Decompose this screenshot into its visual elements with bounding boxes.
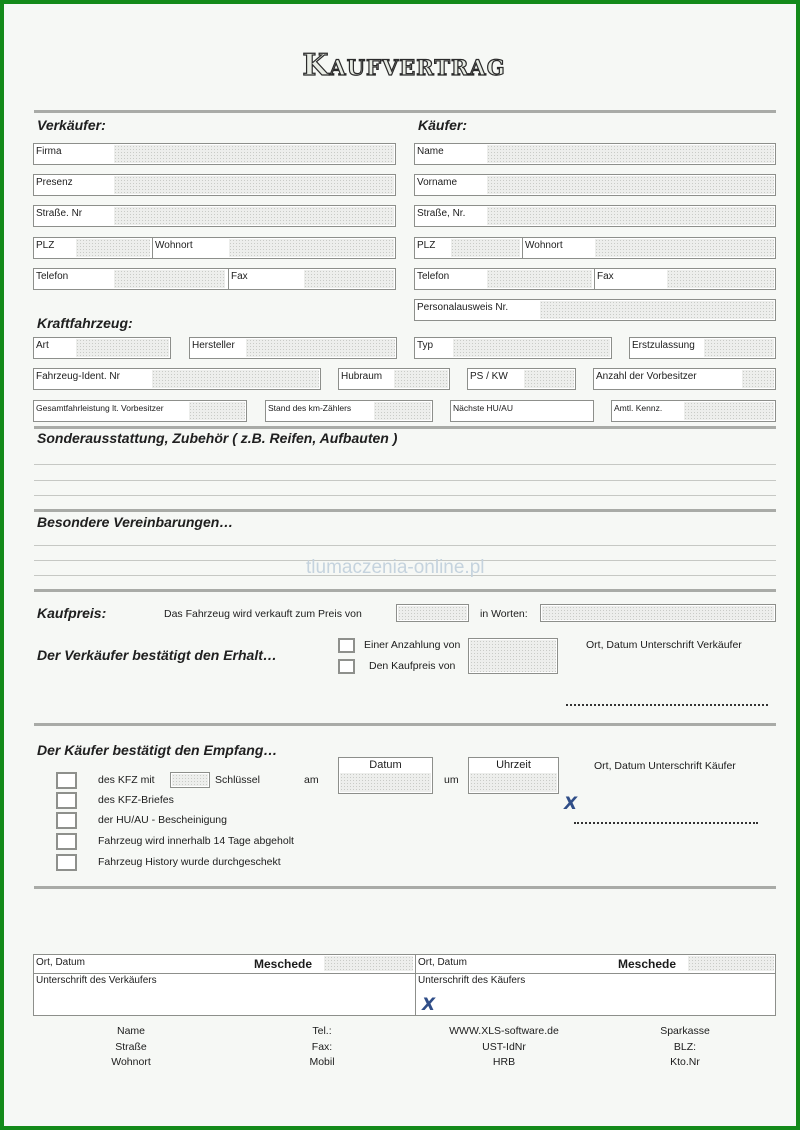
vehicle-art-field[interactable] — [33, 337, 171, 359]
date-input[interactable] — [338, 757, 433, 794]
field-label: Wohnort — [525, 240, 563, 251]
signature-x-mark: X — [422, 995, 436, 1015]
seller-plz-wohnort-field[interactable] — [33, 237, 396, 259]
buyer-name-field[interactable] — [414, 143, 776, 165]
ort-datum-label: Ort, Datum — [418, 957, 467, 968]
vehicle-mileage-field[interactable] — [33, 400, 247, 422]
extras-heading: Sonderausstattung, Zubehör ( z.B. Reifen, Aufbauten ) — [37, 430, 398, 446]
footer-col-1 — [91, 1024, 171, 1071]
field-label: Personalausweis Nr. — [417, 302, 509, 313]
footer-mobil: Mobil — [309, 1056, 335, 1068]
page-title: Kaufvertrag — [302, 48, 506, 83]
vehicle-heading: Kraftfahrzeug: — [37, 315, 133, 331]
um-label: um — [444, 774, 459, 786]
price-words-input[interactable] — [540, 604, 776, 622]
checkbox-label: der HU/AU - Bescheinigung — [98, 814, 227, 826]
footer-kto: Kto.Nr — [670, 1056, 700, 1068]
field-label: Name — [417, 146, 444, 157]
price-text: Das Fahrzeug wird verkauft zum Preis von — [164, 608, 362, 620]
city-name: Meschede — [254, 957, 313, 971]
footer-col-3 — [424, 1024, 584, 1071]
brief-checkbox[interactable] — [56, 792, 77, 809]
field-label: Hersteller — [192, 340, 235, 351]
field-label: Presenz — [36, 177, 73, 188]
vehicle-ident-field[interactable] — [33, 368, 321, 390]
buyer-id-field[interactable] — [414, 299, 776, 321]
deposit-label: Einer Anzahlung von — [364, 639, 461, 651]
price-heading: Kaufpreis: — [37, 605, 107, 621]
key-label: Schlüssel — [215, 774, 260, 786]
vehicle-typ-field[interactable] — [414, 337, 612, 359]
watermark: tlumaczenia-online.pl — [306, 557, 485, 578]
write-line[interactable] — [34, 495, 776, 496]
field-label: Typ — [417, 340, 434, 351]
field-label: PLZ — [36, 240, 55, 251]
seller-presenz-field[interactable] — [33, 174, 396, 196]
vehicle-hersteller-field[interactable] — [189, 337, 397, 359]
deposit-checkbox[interactable] — [338, 638, 355, 653]
write-line[interactable] — [34, 464, 776, 465]
divider — [34, 110, 776, 113]
write-line[interactable] — [34, 480, 776, 481]
seller-signature-caption: Unterschrift des Verkäufers — [36, 975, 157, 986]
divider — [34, 426, 776, 429]
field-label: Fax — [231, 271, 248, 282]
field-label: PS / KW — [470, 371, 508, 382]
buyer-signature-line[interactable] — [574, 822, 758, 824]
seller-street-field[interactable] — [33, 205, 396, 227]
city-name: Meschede — [618, 957, 677, 971]
time-label: Uhrzeit — [496, 759, 531, 771]
pickup-checkbox[interactable] — [56, 833, 77, 850]
write-line[interactable] — [34, 545, 776, 546]
signature-x-mark: X — [564, 794, 578, 814]
footer-city: Wohnort — [111, 1056, 151, 1068]
vehicle-erstzulassung-field[interactable] — [629, 337, 776, 359]
field-label: Art — [36, 340, 49, 351]
seller-signature-line[interactable] — [566, 704, 768, 706]
kfz-checkbox[interactable] — [56, 772, 77, 789]
price-words-label: in Worten: — [480, 608, 528, 620]
divider — [34, 723, 776, 726]
divider — [34, 509, 776, 512]
divider — [34, 886, 776, 889]
footer-tel: Tel.: — [312, 1025, 332, 1037]
am-label: am — [304, 774, 319, 786]
field-label: Gesamtfahrleistung lt. Vorbesitzer — [36, 403, 164, 413]
footer-name: Name — [116, 1025, 145, 1037]
buyer-vorname-field[interactable] — [414, 174, 776, 196]
field-label: Nächste HU/AU — [453, 403, 513, 413]
time-input[interactable] — [468, 757, 559, 794]
buyer-plz-wohnort-field[interactable] — [414, 237, 776, 259]
ort-datum-label: Ort, Datum — [36, 957, 85, 968]
field-label: Fahrzeug-Ident. Nr — [36, 371, 120, 382]
field-label: Straße. Nr — [36, 208, 83, 219]
signature-table — [33, 954, 776, 1016]
key-count-input[interactable] — [170, 772, 210, 788]
field-label: Wohnort — [155, 240, 193, 251]
field-label: Straße, Nr. — [417, 208, 466, 219]
agreements-heading: Besondere Vereinbarungen… — [37, 514, 234, 530]
buyer-street-field[interactable] — [414, 205, 776, 227]
footer-col-4 — [635, 1024, 735, 1071]
seller-confirm-heading: Der Verkäufer bestätigt den Erhalt… — [37, 647, 277, 663]
seller-phone-fax-field[interactable] — [33, 268, 396, 290]
footer-bank: Sparkasse — [660, 1025, 710, 1037]
field-label: Anzahl der Vorbesitzer — [596, 371, 697, 382]
buyer-confirm-heading: Der Käufer bestätigt den Empfang… — [37, 742, 278, 758]
field-label: Fax — [597, 271, 614, 282]
vehicle-kennz-field[interactable] — [611, 400, 776, 422]
seller-signature-label: Ort, Datum Unterschrift Verkäufer — [586, 639, 742, 651]
full-price-checkbox[interactable] — [338, 659, 355, 674]
field-label: Stand des km-Zählers — [268, 403, 352, 413]
vehicle-km-field[interactable] — [265, 400, 433, 422]
history-checkbox[interactable] — [56, 854, 77, 871]
divider — [34, 589, 776, 592]
vehicle-hu-field[interactable] — [450, 400, 594, 422]
buyer-signature-label: Ort, Datum Unterschrift Käufer — [594, 760, 736, 772]
footer-fax: Fax: — [311, 1040, 333, 1053]
field-label: Firma — [36, 146, 62, 157]
field-label: Vorname — [417, 177, 458, 188]
hu-checkbox[interactable] — [56, 812, 77, 829]
field-label: Telefon — [417, 271, 450, 282]
date-label: Datum — [369, 759, 402, 771]
checkbox-label: Fahrzeug wird innerhalb 14 Tage abgeholt — [98, 835, 294, 847]
vehicle-ps-field[interactable] — [467, 368, 576, 390]
full-price-label: Den Kaufpreis von — [369, 660, 456, 672]
field-label: Amtl. Kennz. — [614, 403, 663, 413]
vehicle-hubraum-field[interactable] — [338, 368, 450, 390]
seller-heading: Verkäufer: — [37, 117, 106, 133]
buyer-phone-fax-field[interactable] — [414, 268, 776, 290]
footer-hrb: HRB — [492, 1056, 516, 1068]
field-label: PLZ — [417, 240, 436, 251]
checkbox-label: Fahrzeug History wurde durchgeschekt — [98, 856, 281, 868]
checkbox-label: des KFZ mit — [98, 774, 155, 786]
field-label: Hubraum — [341, 371, 383, 382]
footer-blz: BLZ: — [673, 1040, 697, 1053]
vehicle-vorbesitzer-field[interactable] — [593, 368, 776, 390]
footer-website: WWW.XLS-software.de — [449, 1025, 559, 1037]
buyer-heading: Käufer: — [418, 117, 468, 133]
buyer-signature-caption: Unterschrift des Käufers — [418, 975, 526, 986]
field-label: Telefon — [36, 271, 69, 282]
price-input[interactable] — [396, 604, 469, 622]
footer-ust: UST-IdNr — [482, 1040, 526, 1053]
footer-col-2 — [282, 1024, 362, 1071]
seller-firma-field[interactable] — [33, 143, 396, 165]
footer-street: Straße — [115, 1040, 147, 1053]
checkbox-label: des KFZ-Briefes — [98, 794, 174, 806]
field-label: Erstzulassung — [632, 340, 695, 351]
amount-input[interactable] — [468, 638, 558, 674]
